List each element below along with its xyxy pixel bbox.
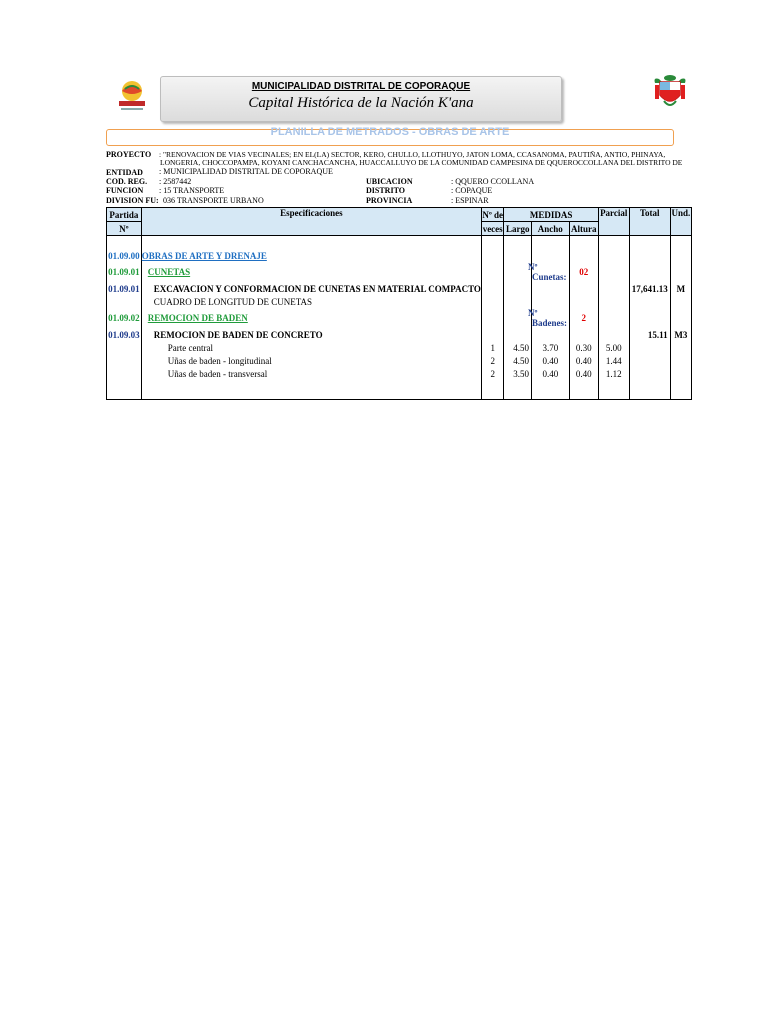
partida-cell: 01.09.01 bbox=[107, 262, 142, 282]
section-obras-de-arte: OBRAS DE ARTE Y DRENAJE bbox=[141, 250, 267, 261]
header-parcial: Parcial bbox=[598, 208, 629, 236]
ubicacion-label: UBICACION bbox=[366, 177, 413, 186]
largo-cell: 3.50 bbox=[504, 367, 531, 380]
header-partida-no: Nº bbox=[107, 222, 142, 236]
table-row bbox=[107, 308, 692, 328]
municipality-title: MUNICIPALIDAD DISTRITAL DE COPORAQUE bbox=[251, 81, 471, 92]
provincia-label: PROVINCIA bbox=[366, 196, 413, 205]
partida-cell: 01.09.02 bbox=[107, 308, 142, 328]
proyecto-line1: : "RENOVACION DE VIAS VECINALES; EN EL(LA) SECTOR, KERO, CHULLO, LLOTHUYO, JATON LOMA, CCASANOMA, PAUTIÑA, ANTIO, PHINAYA, bbox=[159, 150, 666, 159]
table-row bbox=[107, 295, 692, 308]
table-row bbox=[107, 282, 692, 295]
funcion-label: FUNCION bbox=[106, 186, 144, 195]
altura-cell: 0.30 bbox=[569, 341, 598, 354]
partida-cell: 01.09.01 bbox=[108, 283, 140, 294]
header-medidas: MEDIDAS bbox=[504, 208, 598, 222]
municipality-logo bbox=[113, 77, 151, 115]
codreg-label: COD. REG. bbox=[106, 177, 148, 186]
entidad-value: : MUNICIPALIDAD DISTRITAL DE COPORAQUE bbox=[159, 167, 333, 176]
parcial-cell: 1.44 bbox=[598, 354, 629, 367]
header-veces: Nº de bbox=[482, 209, 504, 220]
total-cell: 17,641.13 bbox=[629, 282, 670, 295]
table-row bbox=[107, 354, 692, 367]
funcion-value: : 15 TRANSPORTE bbox=[159, 186, 225, 195]
distrito-label: DISTRITO bbox=[366, 186, 405, 195]
table-header-row bbox=[107, 208, 692, 222]
total-cell: 15.11 bbox=[629, 328, 670, 341]
header-altura: Altura bbox=[570, 223, 597, 234]
veces-cell: 2 bbox=[481, 354, 504, 367]
header-total: Total bbox=[629, 208, 670, 236]
table-row bbox=[107, 341, 692, 354]
veces-cell: 2 bbox=[481, 367, 504, 380]
altura-cell: 0.40 bbox=[569, 367, 598, 380]
peru-shield-icon bbox=[651, 73, 689, 111]
distrito-value: : COPAQUE bbox=[451, 186, 493, 195]
item-remocion-concreto: REMOCION DE BADEN DE CONCRETO bbox=[141, 328, 481, 341]
item-cuadro-longitud: CUADRO DE LONGITUD DE CUNETAS bbox=[141, 295, 481, 308]
proyecto-label: PROYECTO bbox=[106, 150, 152, 159]
veces-cell: 1 bbox=[481, 341, 504, 354]
entidad-label: ENTIDAD bbox=[106, 168, 143, 177]
header-partida: Partida bbox=[107, 208, 142, 222]
proyecto-line2: LONGERIA, CHOCCOPAMPA, KOYANI CANCHACANCHA, HUACCALLUYO DE LA COMUNIDAD CAMPESINA DE QQUEROCCOLLANA DEL DISTRITO DE bbox=[160, 158, 683, 167]
item-unas-longitudinal: Uñas de baden - longitudinal bbox=[141, 354, 481, 367]
sheet-title-box bbox=[106, 126, 674, 146]
ancho-cell: 0.40 bbox=[531, 354, 569, 367]
codreg-value: : 2587442 bbox=[159, 177, 192, 186]
table-row bbox=[107, 262, 692, 282]
und-cell: M bbox=[670, 282, 691, 295]
parcial-cell: 1.12 bbox=[598, 367, 629, 380]
badenes-count-value: 2 bbox=[569, 308, 598, 328]
item-parte-central: Parte central bbox=[141, 341, 481, 354]
provincia-value: : ESPINAR bbox=[451, 196, 489, 205]
cunetas-count-label: Nº Cunetas: bbox=[527, 262, 567, 282]
header-largo: Largo bbox=[505, 223, 530, 234]
division-label: DIVISION FU: bbox=[106, 196, 159, 205]
sheet-title: PLANILLA DE METRADOS - OBRAS DE ARTE bbox=[270, 126, 510, 138]
cunetas-count-value: 02 bbox=[569, 262, 598, 282]
ancho-cell: 0.40 bbox=[531, 367, 569, 380]
ancho-cell: 3.70 bbox=[531, 341, 569, 354]
section-cunetas: CUNETAS bbox=[147, 267, 191, 277]
badenes-count-label: Nº Badenes: bbox=[527, 308, 567, 328]
item-excavacion: EXCAVACION Y CONFORMACION DE CUNETAS EN MATERIAL COMPACTO bbox=[153, 283, 481, 294]
header-banner bbox=[160, 76, 562, 122]
header-veces2: veces bbox=[482, 223, 503, 234]
table-row bbox=[107, 367, 692, 380]
section-remocion-baden: REMOCION DE BADEN bbox=[147, 313, 248, 323]
item-unas-transversal: Uñas de baden - transversal bbox=[141, 367, 481, 380]
division-value: 036 TRANSPORTE URBANO bbox=[163, 196, 264, 205]
municipality-subtitle: Capital Histórica de la Nación K'ana bbox=[248, 95, 474, 111]
header-ancho: Ancho bbox=[531, 222, 569, 236]
partida-cell: 01.09.03 bbox=[108, 329, 140, 340]
header-especificaciones: Especificaciones bbox=[141, 208, 481, 236]
parcial-cell: 5.00 bbox=[598, 341, 629, 354]
und-cell: M3 bbox=[670, 328, 691, 341]
altura-cell: 0.40 bbox=[569, 354, 598, 367]
table-row bbox=[107, 249, 692, 262]
partida-cell: 01.09.00 bbox=[108, 250, 140, 261]
largo-cell: 4.50 bbox=[504, 341, 531, 354]
ubicacion-value: : QQUERO CCOLLANA bbox=[451, 177, 535, 186]
header-und: Und. bbox=[670, 208, 691, 236]
metrados-table bbox=[106, 207, 692, 400]
largo-cell: 4.50 bbox=[504, 354, 531, 367]
table-row bbox=[107, 236, 692, 250]
table-row bbox=[107, 380, 692, 400]
table-row bbox=[107, 328, 692, 341]
